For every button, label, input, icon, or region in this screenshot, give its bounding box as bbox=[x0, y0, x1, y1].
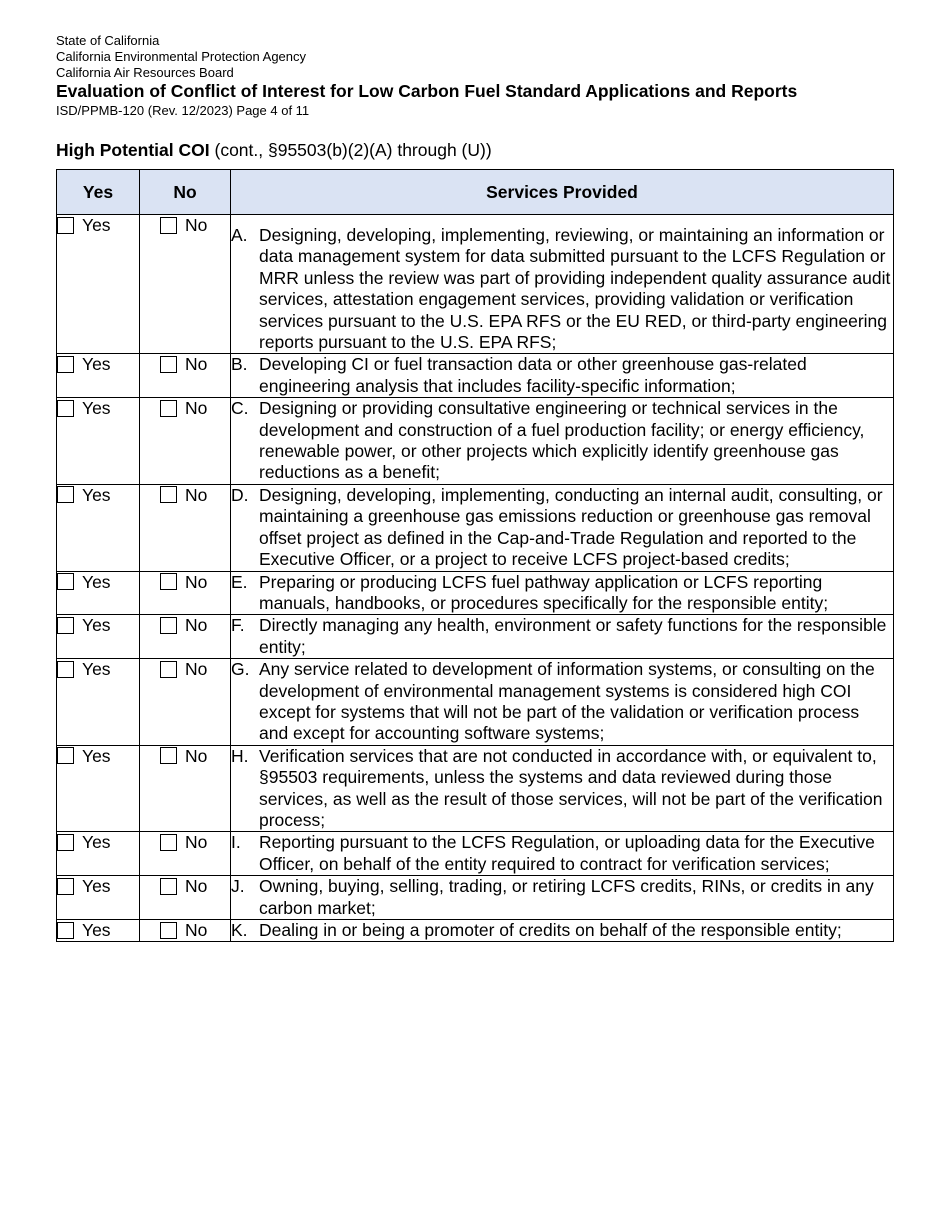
section-heading-rest: (cont., §95503(b)(2)(A) through (U)) bbox=[209, 140, 492, 160]
table-row bbox=[57, 215, 894, 354]
yes-cell bbox=[57, 832, 140, 876]
service-description-cell bbox=[231, 615, 894, 659]
no-cell bbox=[140, 398, 231, 485]
item-letter: F. bbox=[231, 615, 245, 636]
service-description-cell bbox=[231, 659, 894, 746]
yes-checkbox-A[interactable] bbox=[57, 215, 139, 235]
yes-checkbox-J[interactable] bbox=[57, 876, 139, 896]
col-header-services: Services Provided bbox=[231, 170, 894, 215]
item-text: Dealing in or being a promoter of credits on behalf of the responsible entity; bbox=[259, 920, 842, 940]
yes-label: Yes bbox=[82, 398, 111, 419]
item-letter: H. bbox=[231, 745, 249, 766]
checkbox-icon[interactable] bbox=[57, 661, 74, 678]
no-cell bbox=[140, 745, 231, 832]
col-header-no: No bbox=[140, 170, 231, 215]
service-description-cell bbox=[231, 876, 894, 920]
table-row bbox=[57, 615, 894, 659]
checkbox-icon[interactable] bbox=[160, 486, 177, 503]
service-item-J bbox=[231, 876, 893, 919]
no-checkbox-E[interactable] bbox=[160, 572, 230, 592]
yes-cell bbox=[57, 876, 140, 920]
yes-cell bbox=[57, 215, 140, 354]
checkbox-icon[interactable] bbox=[160, 747, 177, 764]
checkbox-icon[interactable] bbox=[57, 217, 74, 234]
no-checkbox-D[interactable] bbox=[160, 485, 230, 505]
yes-cell bbox=[57, 659, 140, 746]
no-checkbox-J[interactable] bbox=[160, 876, 230, 896]
service-item-G bbox=[231, 659, 893, 745]
service-description-cell bbox=[231, 920, 894, 942]
services-table bbox=[56, 169, 894, 942]
yes-checkbox-E[interactable] bbox=[57, 572, 139, 592]
yes-label: Yes bbox=[82, 876, 111, 897]
item-text: Verification services that are not conducted in accordance with, or equivalent to, §95503 requirements, unless the systems and data reviewed during those services, as well as the result of those services, will not be part of the verification process; bbox=[259, 745, 883, 830]
service-item-E bbox=[231, 572, 893, 615]
yes-cell bbox=[57, 745, 140, 832]
checkbox-icon[interactable] bbox=[57, 878, 74, 895]
item-letter: C. bbox=[231, 398, 249, 419]
section-heading-bold: High Potential COI bbox=[56, 140, 210, 160]
yes-label: Yes bbox=[82, 484, 111, 505]
yes-label: Yes bbox=[82, 920, 111, 940]
service-item-A bbox=[231, 225, 893, 353]
table-row bbox=[57, 398, 894, 485]
yes-checkbox-B[interactable] bbox=[57, 354, 139, 374]
table-row bbox=[57, 354, 894, 398]
item-letter: K. bbox=[231, 920, 248, 940]
item-text: Owning, buying, selling, trading, or retiring LCFS credits, RINs, or credits in any carbon market; bbox=[259, 876, 874, 918]
col-header-yes: Yes bbox=[57, 170, 140, 215]
no-checkbox-A[interactable] bbox=[160, 215, 230, 235]
no-cell bbox=[140, 484, 231, 571]
no-label: No bbox=[185, 659, 208, 680]
service-description-cell bbox=[231, 745, 894, 832]
no-cell bbox=[140, 876, 231, 920]
yes-checkbox-K[interactable] bbox=[57, 920, 139, 940]
checkbox-icon[interactable] bbox=[57, 747, 74, 764]
service-description-cell bbox=[231, 398, 894, 485]
checkbox-icon[interactable] bbox=[160, 400, 177, 417]
no-label: No bbox=[185, 615, 208, 636]
document-header bbox=[56, 33, 916, 119]
yes-label: Yes bbox=[82, 745, 111, 766]
table-row bbox=[57, 484, 894, 571]
item-text: Reporting pursuant to the LCFS Regulation, or uploading data for the Executive Officer, on behalf of the entity required to contract for verification services; bbox=[259, 832, 875, 874]
no-checkbox-C[interactable] bbox=[160, 398, 230, 418]
service-item-B bbox=[231, 354, 893, 397]
yes-cell bbox=[57, 398, 140, 485]
no-checkbox-I[interactable] bbox=[160, 832, 230, 852]
form-id: ISD/PPMB-120 (Rev. 12/2023) Page 4 of 11 bbox=[56, 103, 310, 118]
no-cell bbox=[140, 615, 231, 659]
service-item-I bbox=[231, 832, 893, 875]
header-board: California Air Resources Board bbox=[56, 65, 234, 80]
yes-checkbox-I[interactable] bbox=[57, 832, 139, 852]
no-cell bbox=[140, 571, 231, 615]
yes-cell bbox=[57, 615, 140, 659]
section-heading bbox=[56, 139, 492, 161]
item-letter: B. bbox=[231, 354, 248, 375]
checkbox-icon[interactable] bbox=[57, 834, 74, 851]
header-agency: California Environmental Protection Agency bbox=[56, 49, 307, 64]
item-text: Preparing or producing LCFS fuel pathway application or LCFS reporting manuals, handbooks, or procedures specifically for the responsible entity; bbox=[259, 571, 829, 613]
table-row bbox=[57, 920, 894, 942]
checkbox-icon[interactable] bbox=[160, 661, 177, 678]
no-checkbox-H[interactable] bbox=[160, 746, 230, 766]
yes-cell bbox=[57, 484, 140, 571]
no-label: No bbox=[185, 876, 208, 897]
yes-checkbox-G[interactable] bbox=[57, 659, 139, 679]
yes-label: Yes bbox=[82, 354, 111, 375]
table-row bbox=[57, 659, 894, 746]
yes-label: Yes bbox=[82, 615, 111, 636]
header-state: State of California bbox=[56, 33, 160, 48]
service-item-C bbox=[231, 398, 893, 484]
checkbox-icon[interactable] bbox=[160, 878, 177, 895]
table-body bbox=[57, 215, 894, 942]
table-row bbox=[57, 876, 894, 920]
item-letter: J. bbox=[231, 876, 245, 897]
no-checkbox-F[interactable] bbox=[160, 615, 230, 635]
service-description-cell bbox=[231, 215, 894, 354]
checkbox-icon[interactable] bbox=[160, 617, 177, 634]
item-letter: A. bbox=[231, 225, 248, 245]
no-cell bbox=[140, 215, 231, 354]
no-label: No bbox=[185, 484, 208, 505]
yes-label: Yes bbox=[82, 659, 111, 680]
checkbox-icon[interactable] bbox=[160, 356, 177, 373]
yes-cell bbox=[57, 920, 140, 942]
yes-checkbox-C[interactable] bbox=[57, 398, 139, 418]
yes-cell bbox=[57, 571, 140, 615]
item-text: Any service related to development of information systems, or consulting on the development of environmental management systems is considered high COI except for systems that will not be part of the validation or verification process and except for accounting software systems; bbox=[259, 659, 875, 744]
no-cell bbox=[140, 354, 231, 398]
service-description-cell bbox=[231, 354, 894, 398]
service-description-cell bbox=[231, 832, 894, 876]
service-item-D bbox=[231, 485, 893, 571]
item-text: Developing CI or fuel transaction data or other greenhouse gas-related engineering analysis that includes facility-specific information; bbox=[259, 354, 807, 396]
checkbox-icon[interactable] bbox=[57, 400, 74, 417]
yes-cell bbox=[57, 354, 140, 398]
checkbox-icon[interactable] bbox=[57, 486, 74, 503]
item-text: Designing, developing, implementing, conducting an internal audit, consulting, or maintaining a greenhouse gas emissions reduction or greenhouse gas removal offset project as defined in the Cap-and-Trade Regulation and reported to the Executive Officer, or a project to receive LCFS project-based credits; bbox=[259, 484, 883, 570]
service-description-cell bbox=[231, 571, 894, 615]
no-label: No bbox=[185, 398, 208, 419]
service-item-F bbox=[231, 615, 893, 658]
checkbox-icon[interactable] bbox=[160, 573, 177, 590]
no-cell bbox=[140, 920, 231, 942]
document-title: Evaluation of Conflict of Interest for Low Carbon Fuel Standard Applications and Reports bbox=[56, 81, 798, 101]
checkbox-icon[interactable] bbox=[57, 573, 74, 590]
yes-checkbox-H[interactable] bbox=[57, 746, 139, 766]
no-label: No bbox=[185, 571, 208, 592]
service-description-cell bbox=[231, 484, 894, 571]
service-item-K bbox=[231, 920, 893, 941]
item-letter: G. bbox=[231, 659, 250, 680]
table-row bbox=[57, 745, 894, 832]
yes-label: Yes bbox=[82, 832, 111, 853]
item-text: Designing, developing, implementing, reviewing, or maintaining an information or data management system for data submitted pursuant to the LCFS Regulation or MRR unless the review was part of providing independent quality assurance audit services, attestation engagement services, providing validation or verification services pursuant to the U.S. EPA RFS or the EU RED, or third-party engineering reports pursuant to the U.S. EPA RFS; bbox=[259, 225, 891, 353]
item-text: Directly managing any health, environment or safety functions for the responsible entity; bbox=[259, 615, 887, 657]
checkbox-icon[interactable] bbox=[160, 922, 177, 939]
item-letter: E. bbox=[231, 571, 248, 592]
checkbox-icon[interactable] bbox=[160, 834, 177, 851]
no-cell bbox=[140, 832, 231, 876]
checkbox-icon[interactable] bbox=[57, 922, 74, 939]
yes-label: Yes bbox=[82, 571, 111, 592]
checkbox-icon[interactable] bbox=[57, 617, 74, 634]
table-header-row bbox=[57, 170, 894, 215]
checkbox-icon[interactable] bbox=[160, 217, 177, 234]
no-checkbox-K[interactable] bbox=[160, 920, 230, 940]
item-letter: I. bbox=[231, 832, 241, 853]
no-checkbox-B[interactable] bbox=[160, 354, 230, 374]
no-label: No bbox=[185, 832, 208, 853]
yes-checkbox-F[interactable] bbox=[57, 615, 139, 635]
table-row bbox=[57, 832, 894, 876]
no-checkbox-G[interactable] bbox=[160, 659, 230, 679]
table-row bbox=[57, 571, 894, 615]
no-cell bbox=[140, 659, 231, 746]
item-text: Designing or providing consultative engineering or technical services in the development and construction of a fuel production facility; or energy efficiency, renewable power, or other projects which explicitly identify greenhouse gas reductions as a benefit; bbox=[259, 398, 865, 483]
yes-label: Yes bbox=[82, 215, 111, 235]
item-letter: D. bbox=[231, 484, 249, 505]
no-label: No bbox=[185, 920, 208, 940]
service-item-H bbox=[231, 746, 893, 832]
no-label: No bbox=[185, 745, 208, 766]
no-label: No bbox=[185, 354, 208, 375]
no-label: No bbox=[185, 215, 208, 235]
yes-checkbox-D[interactable] bbox=[57, 485, 139, 505]
checkbox-icon[interactable] bbox=[57, 356, 74, 373]
